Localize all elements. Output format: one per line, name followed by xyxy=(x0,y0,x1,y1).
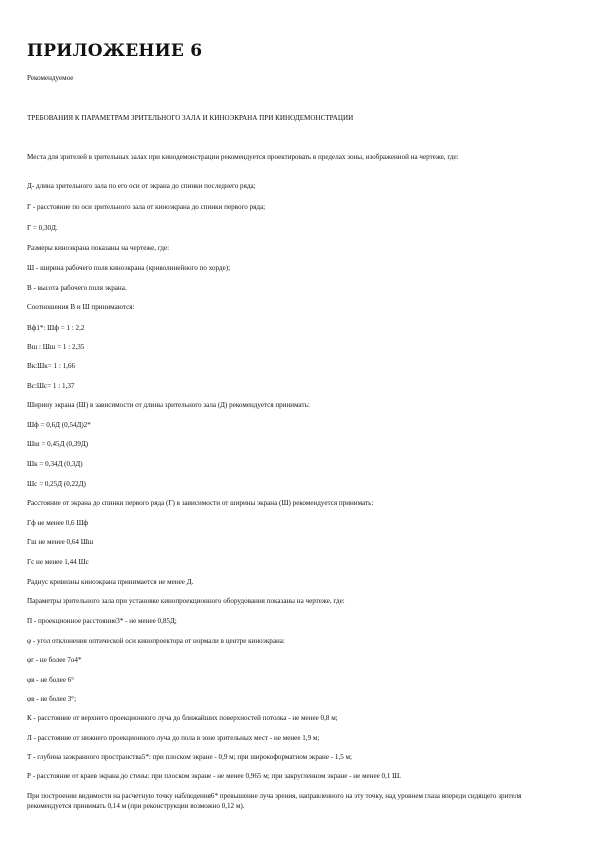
paragraph: Соотношения В и Ш принимаются: xyxy=(27,303,135,311)
paragraph: В - высота рабочего поля экрана. xyxy=(27,284,127,292)
formula: Вс:Шс= 1 : 1,37 xyxy=(27,382,75,390)
paragraph: При построении видимости на расчетную точку наблюдения6* превышение луча зрения, направленного на эту точку, над уровнем глаза впереди сидящего зрителя рекомендуется принимать 0,14 м (при реконструкции возможно 0,12 м). xyxy=(27,792,522,810)
paragraph: Расстояние от экрана до спинки первого ряда (Г) в зависимости от ширины экрана (Ш) рекомендуется принимать: xyxy=(27,499,374,507)
paragraph: Радиус кривизны киноэкрана принимается не менее Д. xyxy=(27,578,194,586)
formula: Г = 0,30Д. xyxy=(27,224,58,232)
formula: φв - не более 6° xyxy=(27,676,75,684)
formula: Шк = 0,34Д (0,3Д) xyxy=(27,460,83,468)
formula: φг - не более 7о4* xyxy=(27,656,82,664)
paragraph: Л - расстояние от нижнего проекционного луча до пола в зоне зрительных мест - не менее 1,9 м; xyxy=(27,734,320,742)
formula: Вк:Шк= 1 : 1,66 xyxy=(27,362,76,370)
paragraph: Д- длина зрительного зала по его оси от экрана до спинки последнего ряда; xyxy=(27,182,256,190)
document-subtitle: Рекомендуемое xyxy=(27,74,74,82)
formula: φв - не более 3°; xyxy=(27,695,77,703)
formula: Гф не менее 0,6 Шф xyxy=(27,519,89,527)
paragraph: Ширину экрана (Ш) в зависимости от длины зрительного зала (Д) рекомендуется принимать: xyxy=(27,401,310,409)
document-title: ПРИЛОЖЕНИЕ 6 xyxy=(27,41,203,61)
paragraph: Места для зрителей в зрительных залах при кинодемонстрации рекомендуется проектировать в пределах зоны, изображенной на чертеже, где: xyxy=(27,153,459,161)
paragraph: К - расстояние от верхнего проекционного луча до ближайших поверхностей потолка - не менее 0,8 м; xyxy=(27,714,338,722)
section-heading: ТРЕБОВАНИЯ К ПАРАМЕТРАМ ЗРИТЕЛЬНОГО ЗАЛА И КИНОЭКРАНА ПРИ КИНОДЕМОНСТРАЦИИ xyxy=(27,114,354,122)
formula: Гс не менее 1,44 Шс xyxy=(27,558,89,566)
formula: Шш = 0,45Д (0,39Д) xyxy=(27,440,89,448)
paragraph: φ - угол отклонения оптической оси кинопроектора от нормали в центре киноэкрана: xyxy=(27,637,285,645)
formula: Гш не менее 0,64 Шш xyxy=(27,538,94,546)
paragraph: Размеры киноэкрана показаны на чертеже, где: xyxy=(27,244,170,252)
formula: Вф1*: Шф = 1 : 2,2 xyxy=(27,324,85,332)
formula: Вш : Шш = 1 : 2,35 xyxy=(27,343,85,351)
paragraph: П - проекционное расстояние3* - не менее 0,85Д; xyxy=(27,617,177,625)
formula: Шф = 0,6Д (0,54Д)2* xyxy=(27,421,91,429)
paragraph: Ш - ширина рабочего поля киноэкрана (криволинейного по хорде); xyxy=(27,264,231,272)
paragraph: Параметры зрительного зала при установке кинопроекционного оборудования показаны на чертеже, где: xyxy=(27,597,345,605)
paragraph: Р - расстояние от краев экрана до стены: при плоском экране - не менее 0,965 м; при закругленном экране - не менее 0,1 Ш. xyxy=(27,772,402,780)
paragraph: Т - глубина заэкранного пространства5*: при плоском экране - 0,9 м; при широкоформатном экране - 1,5 м; xyxy=(27,753,353,761)
formula: Шс = 0,25Д (0,22Д) xyxy=(27,480,86,488)
paragraph: Г - расстояние по оси зрительного зала от киноэкрана до спинки первого ряда; xyxy=(27,203,266,211)
